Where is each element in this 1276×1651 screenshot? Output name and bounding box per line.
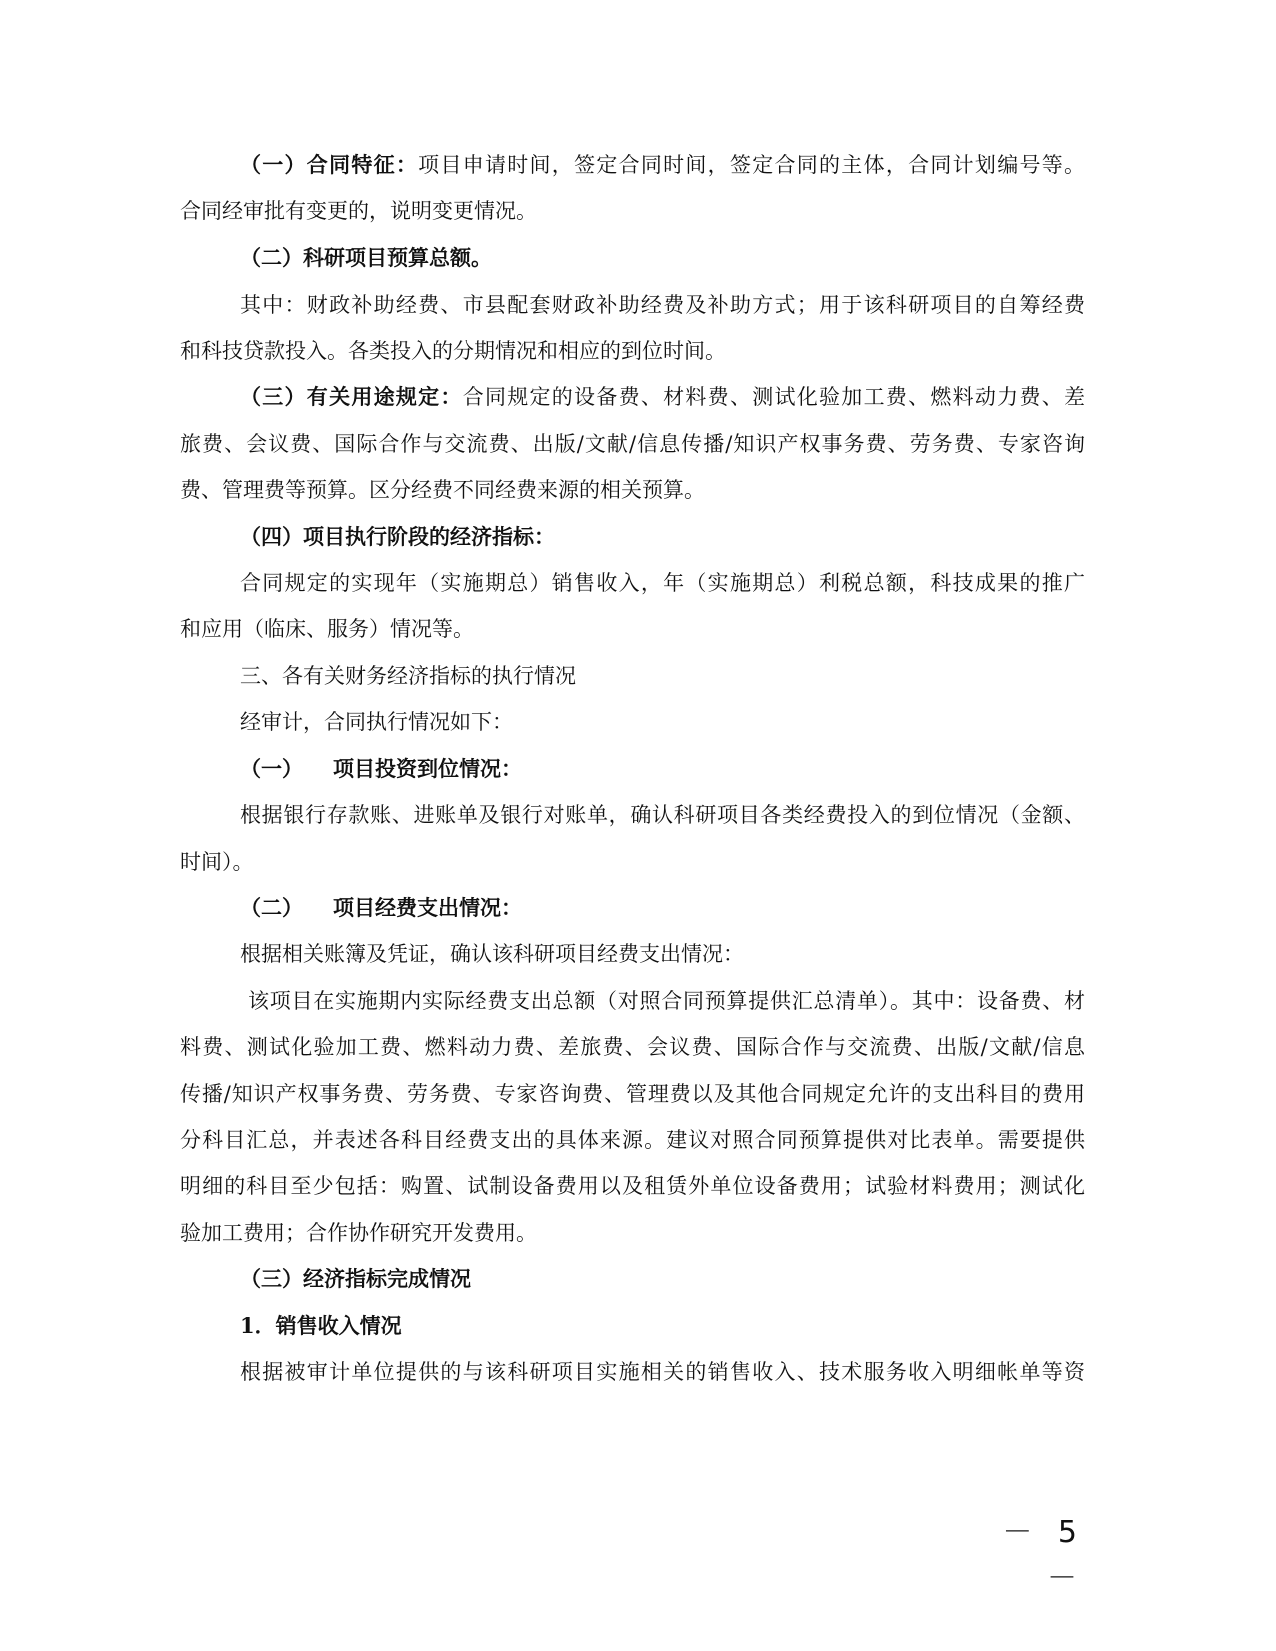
page-number: － 5 － [1002, 1515, 1085, 1596]
paragraph-line: 和科技贷款投入。各类投入的分期情况和相应的到位时间。 [180, 339, 726, 363]
paragraph-line: 验加工费用；合作协作研究开发费用。 [180, 1221, 537, 1245]
contract-features-text: 项目申请时间，签定合同时间，签定合同的主体，合同计划编号等。 [418, 153, 1085, 177]
paragraph-line: 根据相关账簿及凭证，确认该科研项目经费支出情况： [240, 942, 744, 966]
heading-contract-features: （一）合同特征： [240, 152, 419, 177]
paragraph-line: 旅费、会议费、国际合作与交流费、出版/文献/信息传播/知识产权事务费、劳务费、专家咨询 [180, 432, 1085, 456]
paragraph-line: 和应用（临床、服务）情况等。 [180, 617, 474, 641]
heading-budget-total: （二）科研项目预算总额。 [240, 245, 492, 270]
heading-title: 项目投资到位情况： [333, 756, 522, 781]
heading-economic-indicators: （四）项目执行阶段的经济指标： [240, 524, 555, 549]
subheading-sales-revenue: 1．销售收入情况 [240, 1313, 402, 1338]
section-usage-rules [240, 374, 1085, 420]
paragraph-line: 料费、测试化验加工费、燃料动力费、差旅费、会议费、国际合作与交流费、出版/文献/信息 [180, 1035, 1085, 1059]
paragraph-line: 合同经审批有变更的，说明变更情况。 [180, 199, 537, 223]
paragraph-line: 明细的科目至少包括：购置、试制设备费用以及租赁外单位设备费用；试验材料费用；测试化 [180, 1174, 1085, 1198]
paragraph-line: 传播/知识产权事务费、劳务费、专家咨询费、管理费以及其他合同规定允许的支出科目的费用 [180, 1082, 1085, 1106]
heading-usage-rules: （三）有关用途规定： [240, 384, 463, 409]
paragraph-line: 该项目在实施期内实际经费支出总额（对照合同预算提供汇总清单）。其中：设备费、材 [248, 989, 1085, 1013]
heading-title: 项目经费支出情况： [333, 895, 522, 920]
paragraph-line: 分科目汇总，并表述各科目经费支出的具体来源。建议对照合同预算提供对比表单。需要提供 [180, 1128, 1085, 1152]
heading-number: （一） [240, 756, 303, 781]
section-contract-features [240, 142, 1085, 188]
paragraph-line: 费、管理费等预算。区分经费不同经费来源的相关预算。 [180, 478, 705, 502]
paragraph-line: 时间）。 [180, 850, 254, 874]
paragraph-line: 根据被审计单位提供的与该科研项目实施相关的销售收入、技术服务收入明细帐单等资 [240, 1360, 1085, 1384]
heading-expenditure [240, 885, 1085, 931]
paragraph-line: 根据银行存款账、进账单及银行对账单，确认科研项目各类经费投入的到位情况（金额、 [240, 803, 1085, 827]
audit-intro: 经审计，合同执行情况如下： [240, 710, 513, 734]
heading-number: （二） [240, 895, 303, 920]
heading-investment-arrival [240, 746, 1085, 792]
heading-indicator-completion: （三）经济指标完成情况 [240, 1266, 471, 1291]
paragraph-line: 合同规定的实现年（实施期总）销售收入，年（实施期总）利税总额，科技成果的推广 [240, 571, 1085, 595]
usage-rules-text: 合同规定的设备费、材料费、测试化验加工费、燃料动力费、差 [462, 385, 1085, 409]
part3-title: 三、各有关财务经济指标的执行情况 [240, 664, 576, 688]
paragraph-line: 其中：财政补助经费、市县配套财政补助经费及补助方式；用于该科研项目的自筹经费 [240, 293, 1085, 317]
